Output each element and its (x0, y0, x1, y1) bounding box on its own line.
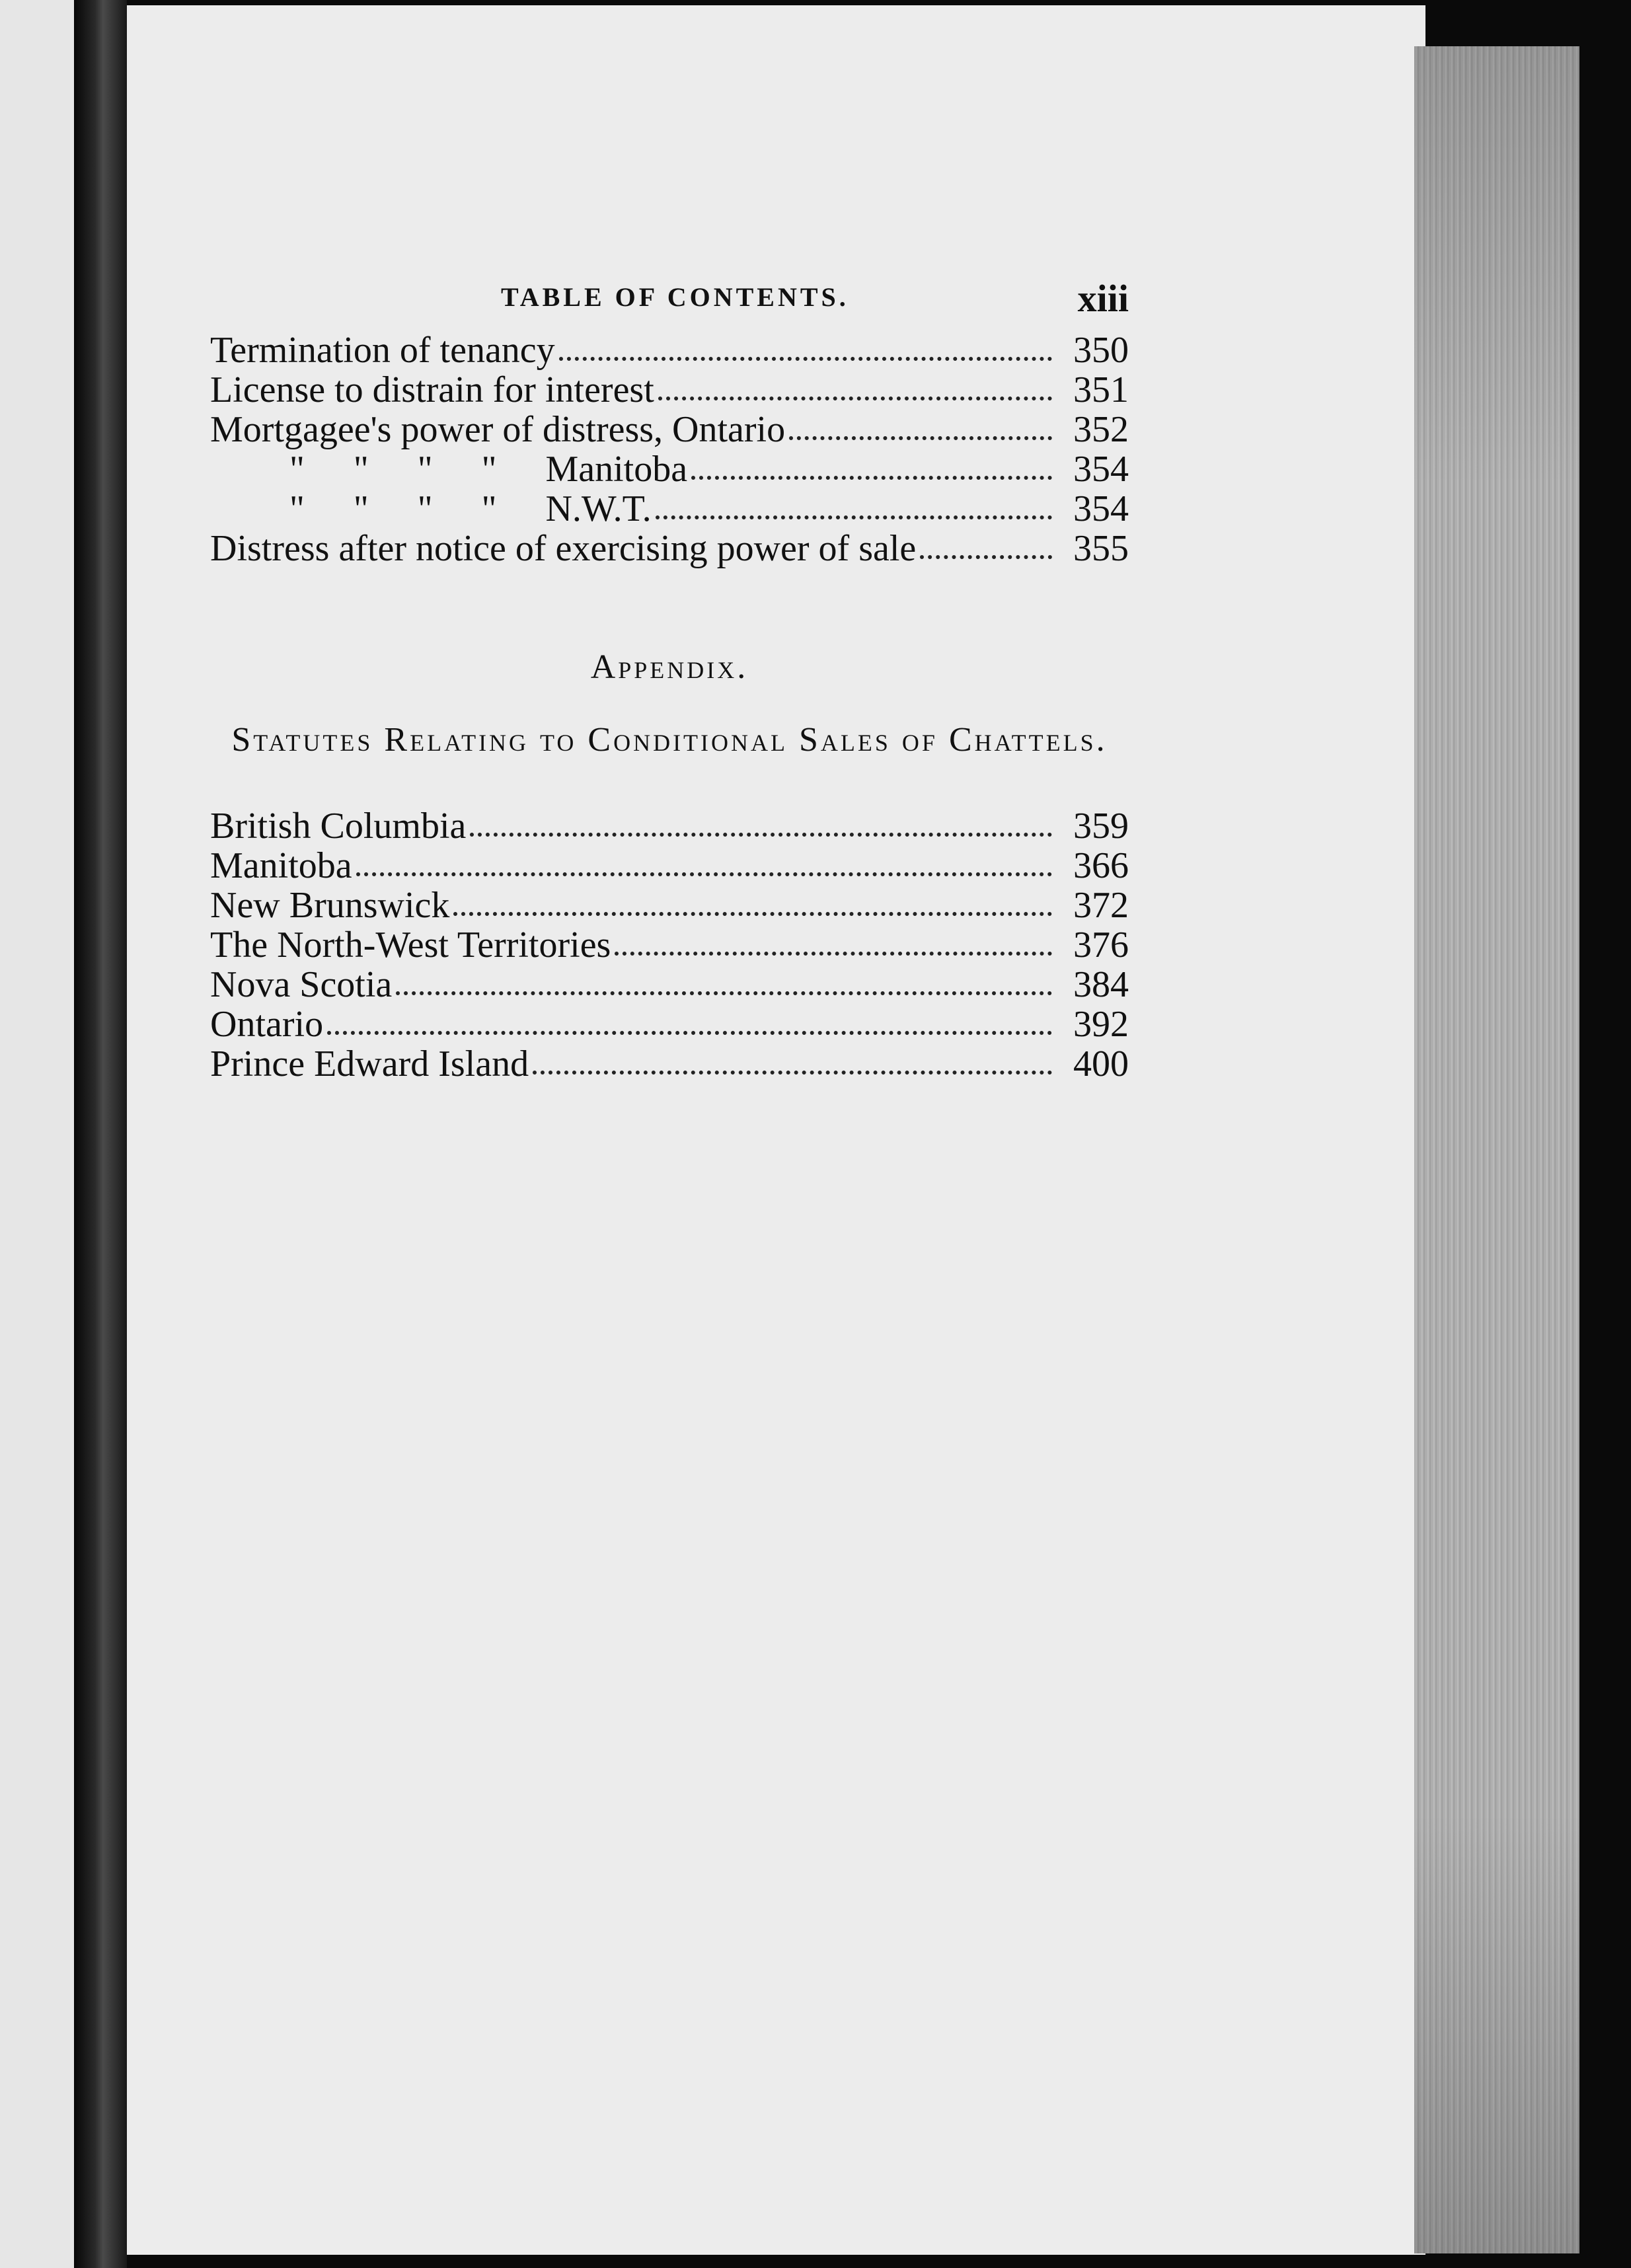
appendix-entry-title: The North-West Territories (210, 925, 611, 965)
toc-entry-page: 354 (1073, 449, 1129, 490)
toc-entry-title: Distress after notice of exercising power of sale (210, 528, 917, 569)
appendix-entry-page: 392 (1073, 1004, 1129, 1045)
page-stack-edges (1414, 46, 1579, 2253)
toc-entry-title: " " " " Manitoba (289, 449, 688, 490)
toc-entry-page: 352 (1073, 409, 1129, 450)
toc-entry (210, 449, 1129, 489)
running-title: TABLE OF CONTENTS. (501, 282, 849, 312)
dot-leader (559, 357, 1052, 361)
dot-leader (327, 1031, 1052, 1035)
toc-entry (210, 410, 1129, 449)
appendix-entry-title: Manitoba (210, 845, 352, 886)
appendix-heading: Appendix. (590, 648, 749, 686)
toc-entry-page: 354 (1073, 488, 1129, 529)
appendix-entry-title: British Columbia (210, 806, 467, 847)
toc-entry (210, 370, 1129, 410)
appendix-entry-page: 366 (1073, 845, 1129, 886)
toc-entry-title: Mortgagee's power of distress, Ontario (210, 409, 786, 450)
dot-leader (656, 515, 1052, 519)
appendix-entry (210, 1044, 1129, 1084)
dot-leader (658, 397, 1052, 400)
appendix-list (210, 806, 1129, 1084)
toc-entry-title: License to distrain for interest (210, 369, 654, 410)
dot-leader (470, 833, 1052, 837)
dot-leader (453, 912, 1052, 916)
appendix-entry-page: 359 (1073, 806, 1129, 847)
appendix-entry-page: 372 (1073, 885, 1129, 926)
dot-leader (789, 436, 1052, 440)
appendix-entry (210, 846, 1129, 886)
toc-entry (210, 489, 1129, 529)
dot-leader (396, 991, 1052, 995)
dot-leader (691, 476, 1052, 480)
running-head (210, 276, 1129, 322)
appendix-entry (210, 965, 1129, 1004)
toc-entry (210, 330, 1129, 370)
toc-entry-page: 350 (1073, 330, 1129, 371)
dot-leader (920, 555, 1052, 559)
dot-leader (615, 952, 1052, 956)
toc-entry (210, 529, 1129, 568)
dot-leader (356, 872, 1052, 876)
appendix-entry-title: Nova Scotia (210, 964, 393, 1005)
page-folio: xiii (1077, 277, 1129, 320)
statutes-heading: Statutes Relating to Conditional Sales of Chattels. (231, 721, 1108, 759)
appendix-entry-title: Ontario (210, 1004, 324, 1045)
book-gutter (74, 0, 127, 2268)
toc-entry-page: 351 (1073, 369, 1129, 410)
appendix-entry-page: 400 (1073, 1043, 1129, 1084)
appendix-entry-page: 384 (1073, 964, 1129, 1005)
appendix-entry-title: Prince Edward Island (210, 1043, 529, 1084)
appendix-entry-title: New Brunswick (210, 885, 450, 926)
toc-entry-title: " " " " N.W.T. (289, 488, 652, 529)
appendix-entry (210, 1004, 1129, 1044)
dot-leader (533, 1071, 1052, 1075)
appendix-entry (210, 806, 1129, 846)
previous-page-edge (0, 0, 74, 2268)
toc-entry-page: 355 (1073, 528, 1129, 569)
appendix-entry-page: 376 (1073, 925, 1129, 965)
toc-list (210, 330, 1129, 568)
toc-entry-title: Termination of tenancy (210, 330, 555, 371)
appendix-entry (210, 886, 1129, 925)
appendix-entry (210, 925, 1129, 965)
